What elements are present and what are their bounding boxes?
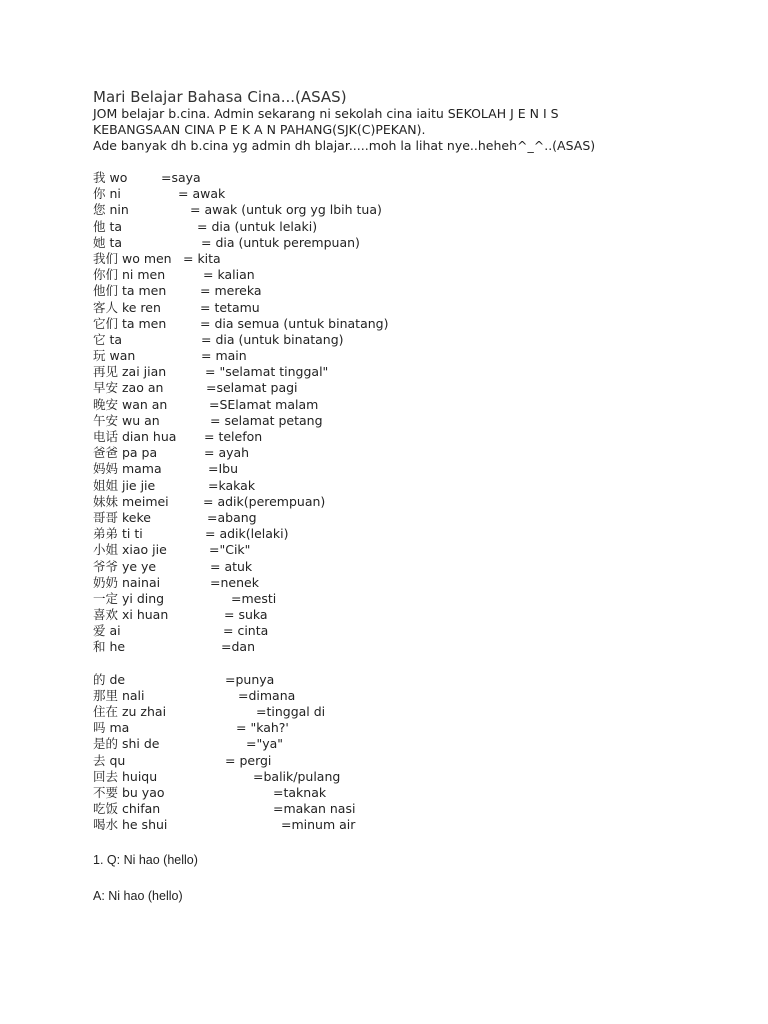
vocab-definition: =dan — [221, 639, 255, 655]
vocab-definition: = dia (untuk lelaki) — [197, 218, 318, 234]
vocab-definition: =balik/pulang — [253, 768, 341, 784]
vocab-row — [93, 300, 743, 316]
vocab-row — [93, 688, 743, 704]
vocab-term: 那里 nali — [93, 687, 145, 703]
vocab-definition: = awak — [178, 186, 226, 202]
vocab-row — [93, 575, 743, 591]
vocab-term: 爸爸 pa pa — [93, 445, 158, 461]
vocab-definition: = adik(perempuan) — [203, 493, 326, 509]
vocab-definition: =tinggal di — [256, 704, 326, 719]
vocab-row — [93, 639, 743, 655]
vocab-term: 他 ta — [93, 218, 123, 234]
vocab-term: 吃饭 chifan — [93, 801, 161, 817]
vocab-definition: = selamat petang — [210, 412, 323, 428]
vocab-term: 哥哥 keke — [93, 509, 151, 525]
vocab-definition: = atuk — [210, 558, 253, 574]
vocab-gap — [93, 656, 743, 672]
vocab-term: 电话 dian hua — [93, 429, 177, 444]
vocab-definition: = kita — [183, 250, 221, 266]
vocab-row — [93, 235, 743, 251]
vocab-definition: =selamat pagi — [206, 380, 298, 396]
vocab-definition: =taknak — [273, 784, 327, 800]
intro-line-3: Ade banyak dh b.cina yg admin dh blajar.....moh la lihat nye..heheh^_^..(ASAS) — [93, 138, 596, 153]
vocab-term: 它 ta — [93, 331, 123, 347]
vocab-term: 爱 ai — [93, 623, 121, 639]
vocab-row — [93, 429, 743, 445]
vocab-row — [93, 348, 743, 364]
vocab-term: 姐姐 jie jie — [93, 477, 156, 493]
vocab-term: 爷爷 ye ye — [93, 558, 157, 574]
vocab-definition: =dimana — [238, 687, 296, 703]
vocab-row — [93, 607, 743, 623]
vocab-definition: = "kah?' — [236, 720, 289, 736]
vocab-row — [93, 397, 743, 413]
vocab-row — [93, 380, 743, 396]
vocab-definition: =makan nasi — [273, 801, 356, 817]
vocab-definition: = telefon — [204, 429, 263, 444]
question-1: 1. Q: Ni hao (hello) — [93, 852, 198, 867]
vocab-term: 吗 ma — [93, 720, 130, 736]
vocab-definition: =Ibu — [208, 461, 239, 477]
vocab-row — [93, 801, 743, 817]
vocab-row — [93, 461, 743, 477]
vocab-row — [93, 591, 743, 607]
vocab-term: 你 ni — [93, 186, 121, 202]
vocab-definition: = main — [201, 348, 247, 364]
vocab-definition: =saya — [161, 170, 201, 185]
vocab-row — [93, 785, 743, 801]
vocab-term: 玩 wan — [93, 348, 136, 364]
vocab-term: 我们 wo men — [93, 250, 172, 266]
vocab-definition: = dia (untuk binatang) — [201, 331, 344, 347]
vocab-term: 妈妈 mama — [93, 461, 162, 477]
vocab-definition: = tetamu — [200, 299, 260, 315]
vocab-row — [93, 413, 743, 429]
document-title: Mari Belajar Bahasa Cina...(ASAS) — [93, 88, 347, 106]
vocab-term: 它们 ta men — [93, 315, 167, 331]
vocab-row — [93, 445, 743, 461]
vocab-term: 的 de — [93, 671, 126, 687]
vocab-definition: =SElamat malam — [209, 396, 319, 412]
vocab-definition: = adik(lelaki) — [205, 526, 289, 542]
vocab-row — [93, 316, 743, 332]
vocab-definition: = dia semua (untuk binatang) — [200, 315, 389, 331]
vocab-definition: ="ya" — [246, 736, 284, 752]
vocab-term: 喝水 he shui — [93, 817, 168, 833]
vocab-row — [93, 332, 743, 348]
vocab-term: 你们 ni men — [93, 267, 166, 283]
vocab-term: 是的 shi de — [93, 736, 160, 752]
vocab-definition: = mereka — [200, 283, 262, 299]
vocab-term: 妹妹 meimei — [93, 493, 169, 509]
vocab-row — [93, 623, 743, 639]
vocab-term: 您 nin — [93, 202, 129, 218]
vocab-row — [93, 219, 743, 235]
vocab-term: 再见 zai jian — [93, 364, 167, 380]
intro-line-2: KEBANGSAAN CINA P E K A N PAHANG(SJK(C)PEKAN). — [93, 122, 426, 137]
vocab-row — [93, 267, 743, 283]
vocab-definition: = ayah — [204, 445, 250, 461]
vocab-definition: =abang — [207, 509, 257, 525]
vocab-row — [93, 753, 743, 769]
intro-line-1: JOM belajar b.cina. Admin sekarang ni sekolah cina iaitu SEKOLAH J E N I S — [93, 106, 559, 121]
vocab-list-1 — [93, 170, 743, 656]
vocab-definition: = pergi — [225, 752, 272, 768]
vocab-row — [93, 494, 743, 510]
vocab-term: 回去 huiqu — [93, 768, 158, 784]
vocab-list-2 — [93, 672, 743, 834]
vocab-term: 奶奶 nainai — [93, 574, 161, 590]
vocab-definition: =mesti — [231, 590, 277, 606]
vocab-definition: ="Cik" — [209, 542, 251, 558]
vocab-row — [93, 720, 743, 736]
vocab-row — [93, 186, 743, 202]
vocab-definition: =punya — [225, 671, 275, 687]
vocab-row — [93, 202, 743, 218]
vocab-definition: = awak (untuk org yg lbih tua) — [190, 202, 382, 218]
vocab-row — [93, 510, 743, 526]
vocab-term: 晚安 wan an — [93, 396, 168, 412]
vocab-definition: =nenek — [210, 574, 259, 590]
vocab-row — [93, 283, 743, 299]
vocab-term: 他们 ta men — [93, 283, 167, 299]
vocab-definition: = cinta — [223, 623, 269, 639]
vocab-definition: = "selamat tinggal" — [205, 364, 329, 380]
vocab-definition: = suka — [224, 607, 268, 623]
vocab-row — [93, 478, 743, 494]
vocab-term: 小姐 xiao jie — [93, 542, 167, 558]
vocab-row — [93, 542, 743, 558]
vocab-definition: = dia (untuk perempuan) — [201, 234, 360, 250]
vocab-row — [93, 736, 743, 752]
vocab-term: 一定 yi ding — [93, 590, 165, 606]
vocab-row — [93, 559, 743, 575]
vocab-row — [93, 817, 743, 833]
vocab-term: 客人 ke ren — [93, 299, 161, 315]
answer-1: A: Ni hao (hello) — [93, 888, 183, 903]
vocab-term: 早安 zao an — [93, 380, 164, 396]
vocab-definition: =kakak — [208, 477, 256, 493]
vocab-row — [93, 251, 743, 267]
vocab-term: 弟弟 ti ti — [93, 526, 143, 542]
vocab-term: 住在 zu zhai — [93, 704, 167, 719]
vocab-term: 午安 wu an — [93, 412, 160, 428]
vocab-term: 喜欢 xi huan — [93, 607, 169, 623]
vocab-term: 我 wo — [93, 170, 128, 185]
vocab-term: 她 ta — [93, 234, 123, 250]
vocab-row — [93, 769, 743, 785]
vocab-definition: = kalian — [203, 267, 255, 283]
vocab-row — [93, 526, 743, 542]
vocab-term: 去 qu — [93, 752, 126, 768]
vocab-row — [93, 704, 743, 720]
vocab-definition: =minum air — [281, 817, 356, 833]
vocab-term: 和 he — [93, 639, 126, 655]
vocab-row — [93, 672, 743, 688]
vocab-row — [93, 170, 743, 186]
vocab-term: 不要 bu yao — [93, 784, 165, 800]
document-body — [93, 88, 743, 904]
vocab-row — [93, 364, 743, 380]
